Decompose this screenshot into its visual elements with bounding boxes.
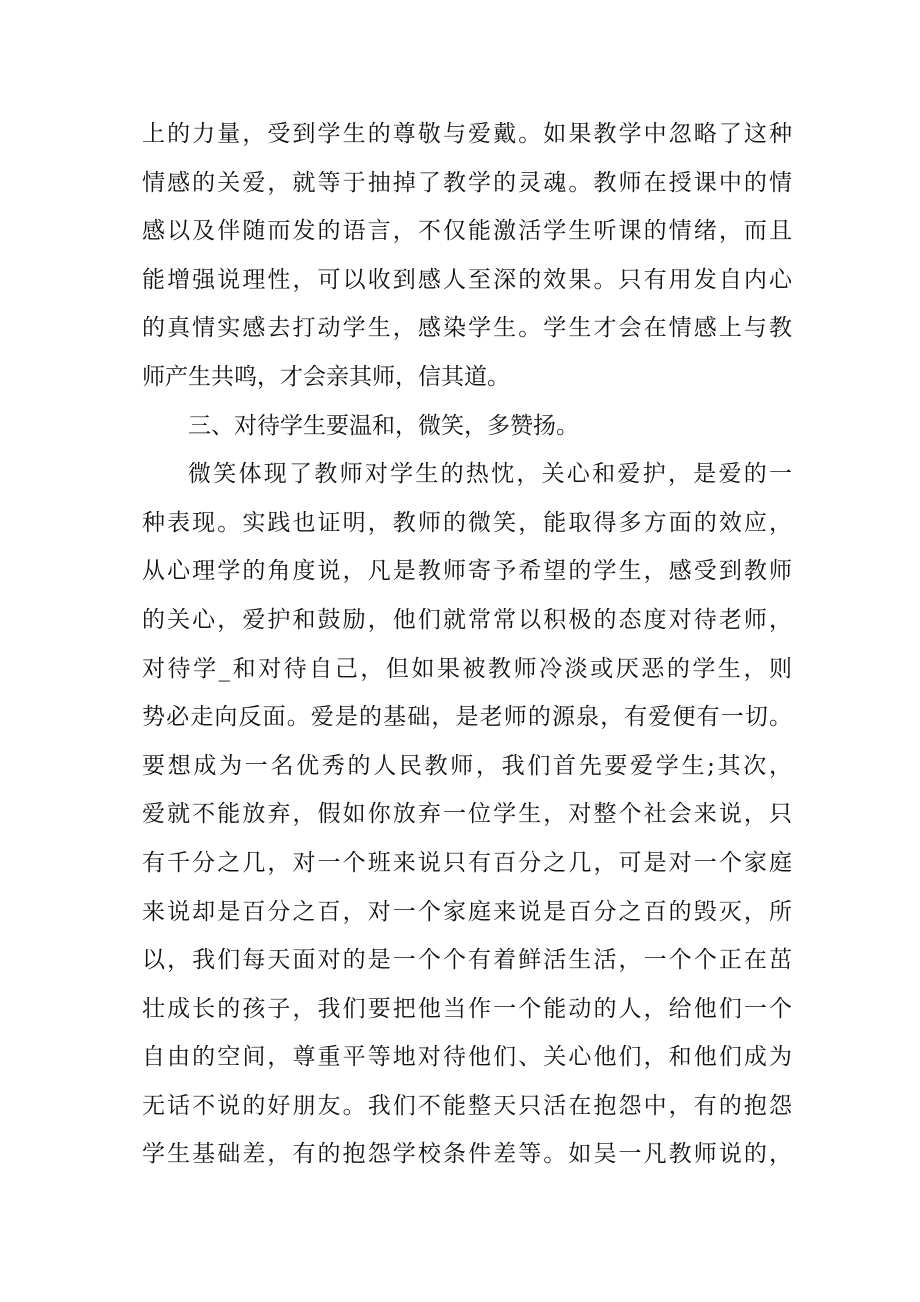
section-heading: 三、对待学生要温和，微笑，多赞扬。 xyxy=(188,412,579,439)
text-line: 种表现。实践也证明，教师的微笑，能取得多方面的效应， xyxy=(142,509,792,536)
text-line: 自由的空间，尊重平等地对待他们、关心他们，和他们成为 xyxy=(142,1044,792,1071)
text-line: 感以及伴随而发的语言，不仅能激活学生听课的情绪，而且 xyxy=(142,218,792,245)
text-line: 来说却是百分之百，对一个家庭来说是百分之百的毁灭，所 xyxy=(142,898,792,925)
text-line: 上的力量，受到学生的尊敬与爱戴。如果教学中忽略了这种 xyxy=(142,121,792,147)
paragraph-first-line: 微笑体现了教师对学生的热忱，关心和爱护，是爱的一 xyxy=(188,461,792,488)
text-line: 能增强说理性，可以收到感人至深的效果。只有用发自内心 xyxy=(142,266,792,293)
text-line: 无话不说的好朋友。我们不能整天只活在抱怨中，有的抱怨 xyxy=(142,1092,792,1119)
text-line: 要想成为一名优秀的人民教师，我们首先要爱学生;其次， xyxy=(142,752,792,779)
text-line: 爱就不能放弃，假如你放弃一位学生，对整个社会来说，只 xyxy=(142,801,792,828)
text-line: 从心理学的角度说，凡是教师寄予希望的学生，感受到教师 xyxy=(142,558,792,585)
text-line: 有千分之几，对一个班来说只有百分之几，可是对一个家庭 xyxy=(142,849,792,876)
text-line: 以，我们每天面对的是一个个有着鲜活生活，一个个正在茁 xyxy=(142,947,792,974)
text-line: 势必走向反面。爱是的基础，是老师的源泉，有爱便有一切。 xyxy=(142,704,792,731)
text-line: 对待学_和对待自己，但如果被教师冷淡或厌恶的学生，则 xyxy=(142,655,792,682)
text-line: 师产生共鸣，才会亲其师，信其道。 xyxy=(142,363,510,390)
text-line: 学生基础差，有的抱怨学校条件差等。如吴一凡教师说的， xyxy=(142,1141,792,1168)
body-text xyxy=(142,110,802,1179)
text-line: 壮成长的孩子，我们要把他当作一个能动的人，给他们一个 xyxy=(142,995,792,1022)
text-line: 的关心，爱护和鼓励，他们就常常以积极的态度对待老师， xyxy=(142,606,792,633)
text-line: 的真情实感去打动学生，感染学生。学生才会在情感上与教 xyxy=(142,315,792,342)
text-line: 情感的关爱，就等于抽掉了教学的灵魂。教师在授课中的情 xyxy=(142,169,792,196)
